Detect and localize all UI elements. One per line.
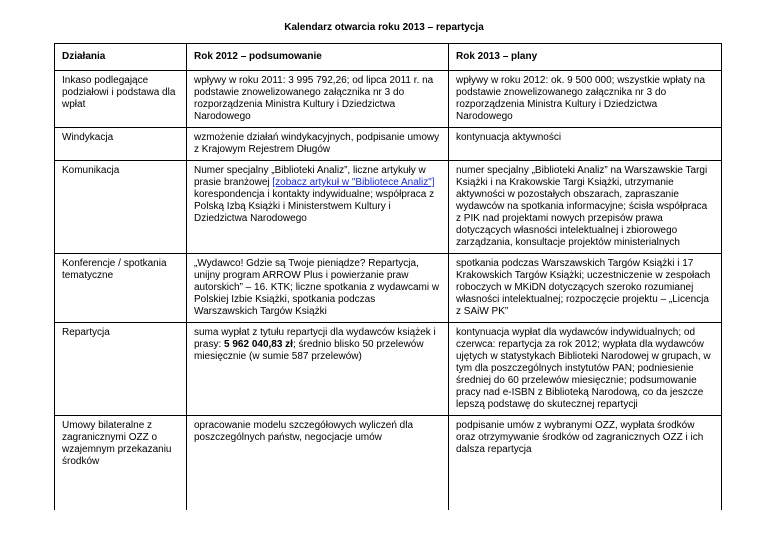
cell-text: suma wypłat z tytułu repartycji dla wydawców książek i prasy: <box>194 327 436 350</box>
cell-2013: wpływy w roku 2012: ok. 9 500 000; wszystkie wpłaty na podstawie znowelizowanego załącznika nr 3 do rozporządzenia Ministra Kultury i Dziedzictwa Narodowego <box>449 71 722 128</box>
payout-amount: 5 962 040,83 zł <box>224 339 293 350</box>
table-header-row <box>55 44 722 71</box>
cell-action: Umowy bilateralne z zagranicznymi OZZ o wzajemnym przekazaniu środków <box>55 416 187 511</box>
table-row <box>55 71 722 128</box>
table-row <box>55 323 722 416</box>
document-title: Kalendarz otwarcia roku 2013 – repartycja <box>284 22 484 33</box>
article-link[interactable]: [zobacz artykuł w "Bibliotece Analiz"] <box>272 177 435 188</box>
cell-2012: opracowanie modelu szczegółowych wyliczeń dla poszczególnych państw, negocjacje umów <box>187 416 449 511</box>
cell-2012 <box>187 161 449 254</box>
cell-action: Windykacja <box>55 128 187 161</box>
cell-2013: podpisanie umów z wybranymi OZZ, wypłata środków oraz otrzymywanie środków od zagranicznych OZZ i ich dalsza repartycja <box>449 416 722 511</box>
cell-text: Numer specjalny „Biblioteki Analiz”, liczne artykuły w prasie branżowej <box>194 165 426 188</box>
schedule-table <box>54 43 722 510</box>
cell-2012: wpływy w roku 2011: 3 995 792,26; od lipca 2011 r. na podstawie znowelizowanego załącznika nr 3 do rozporządzenia Ministra Kultury i Dziedzictwa Narodowego <box>187 71 449 128</box>
header-2012: Rok 2012 – podsumowanie <box>187 44 449 71</box>
cell-2013: numer specjalny „Biblioteki Analiz” na Warszawskie Targi Książki i na Krakowskie Targi Książki, utrzymanie aktywności w pozostałych obszarach, zapraszanie wydawców na spotkania informacyjne; ścisła współpraca z PIK nad projektami nowych przepisów prawa dotyczących własności intelektualnej i zbiorowego zarządzania, konsultacje projektów ministerialnych <box>449 161 722 254</box>
cell-2013: kontynuacja wypłat dla wydawców indywidualnych; od czerwca: repartycja za rok 2012; wypłata dla wydawców ujętych w statystykach Biblioteki Narodowej w grupach, w tym dla poszczególnych instytutów PAN; podniesienie średniej do 60 przelewów miesięcznie; podsumowanie pracy nad e-ISBN z Biblioteką Narodową, co da jeszcze lepszą podstawę do skutecznej repartycji <box>449 323 722 416</box>
table-row <box>55 416 722 511</box>
cell-action: Konferencje / spotkania tematyczne <box>55 254 187 323</box>
header-actions: Działania <box>55 44 187 71</box>
cell-action: Inkaso podlegające podziałowi i podstawa dla wpłat <box>55 71 187 128</box>
table-row <box>55 128 722 161</box>
header-2013: Rok 2013 – plany <box>449 44 722 71</box>
table-row <box>55 254 722 323</box>
cell-action: Komunikacja <box>55 161 187 254</box>
cell-2012: „Wydawco! Gdzie są Twoje pieniądze? Repartycja, unijny program ARROW Plus i powierzanie praw autorskich” – 16. KTK; liczne spotkania z wydawcami w Polskiej Izbie Książki, spotkania podczas Warszawskich Targów Książki <box>187 254 449 323</box>
cell-action: Repartycja <box>55 323 187 416</box>
cell-2012: wzmożenie działań windykacyjnych, podpisanie umowy z Krajowym Rejestrem Długów <box>187 128 449 161</box>
cell-2013: spotkania podczas Warszawskich Targów Książki i 17 Krakowskich Targów Książki; uczestniczenie w zespołach roboczych w MKiDN dotyczących szeroko rozumianej własności intelektualnej; rozpoczęcie projektu – „Licencja z SAiW PK” <box>449 254 722 323</box>
table-row <box>55 161 722 254</box>
cell-2012 <box>187 323 449 416</box>
cell-text: korespondencja i kontakty indywidualne; współpraca z Polską Izbą Książki i Ministerstwem Kultury i Dziedzictwa Narodowego <box>194 189 435 224</box>
cell-2013: kontynuacja aktywności <box>449 128 722 161</box>
cell-text: ; średnio blisko 50 przelewów miesięcznie (w sumie 587 przelewów) <box>194 339 424 362</box>
